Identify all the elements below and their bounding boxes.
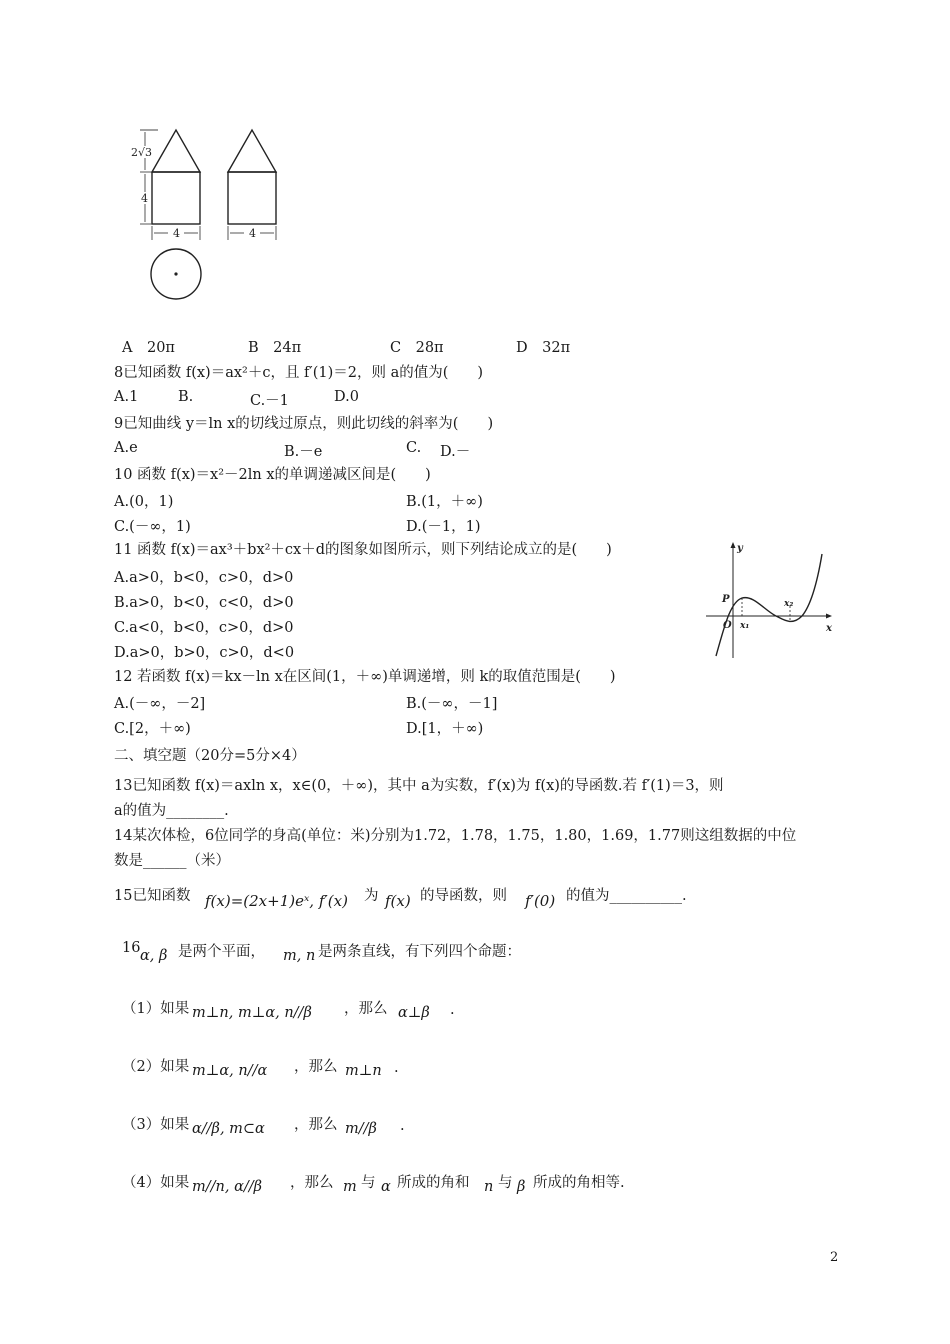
front-dim-h1: 2√3 bbox=[131, 146, 153, 159]
front-dim-w: 4 bbox=[173, 227, 180, 240]
q10-option-b: B.(1，＋∞) bbox=[406, 494, 483, 510]
q12-option-c: C.[2，＋∞) bbox=[114, 721, 191, 737]
q11-option-b: B.a>0，b<0，c<0，d>0 bbox=[114, 595, 294, 611]
top-view bbox=[151, 249, 201, 299]
prop2-result: m⊥n bbox=[345, 1063, 382, 1079]
prop4-end: 所成的角相等. bbox=[533, 1175, 625, 1191]
prop2-condition: m⊥α, n//α bbox=[192, 1063, 268, 1079]
cubic-curve bbox=[716, 554, 822, 656]
q7-option-c: C 28π bbox=[390, 340, 444, 356]
q12-stem: 12 若函数 f(x)＝kx－ln x在区间(1，＋∞)单调递增，则 k的取值范围是( ) bbox=[114, 669, 616, 685]
q14-line2: 数是______（米） bbox=[114, 853, 230, 869]
graph-x1-label: x₁ bbox=[740, 621, 750, 631]
q9-stem: 9已知曲线 y＝ln x的切线过原点，则此切线的斜率为( ) bbox=[114, 416, 494, 432]
q16-alpha-beta: α, β bbox=[140, 948, 168, 964]
prop1-condition: m⊥n, m⊥α, n//β bbox=[192, 1005, 312, 1021]
three-view-figure bbox=[118, 118, 308, 318]
graph-origin-label: O bbox=[723, 620, 732, 631]
q8-stem: 8已知函数 f(x)＝ax²＋c，且 f′(1)＝2，则 a的值为( ) bbox=[114, 365, 484, 381]
graph-p-label: P bbox=[722, 594, 730, 605]
prop4-alpha: α bbox=[381, 1179, 391, 1195]
q11-option-d: D.a>0，b>0，c>0，d<0 bbox=[114, 645, 295, 661]
q16-text1: 是两个平面， bbox=[178, 944, 265, 960]
q14-line1: 14某次体检，6位同学的身高(单位：米)分别为1.72，1.78，1.75，1.80，1.69，1.77则这组数据的中位 bbox=[114, 828, 797, 844]
q15-fp0: f′(0) bbox=[525, 892, 556, 910]
q11-option-c: C.a<0，b<0，c>0，d>0 bbox=[114, 620, 294, 636]
x-axis-arrow bbox=[826, 614, 832, 619]
prop4-label: （4）如果 bbox=[122, 1175, 190, 1191]
q8-option-c: C.－1 bbox=[250, 393, 289, 409]
graph-y-label: y bbox=[737, 543, 743, 554]
section-fill-in-title: 二、填空题（20分=5分×4） bbox=[114, 748, 306, 764]
prop1-result: α⊥β bbox=[398, 1005, 430, 1021]
q11-stem: 11 函数 f(x)＝ax³＋bx²＋cx＋d的图象如图所示，则下列结论成立的是( ) bbox=[114, 542, 612, 558]
q9-option-a: A.e bbox=[114, 440, 138, 456]
q16-text2: 是两条直线，有下列四个命题： bbox=[318, 944, 521, 960]
q8-option-a: A.1 bbox=[114, 389, 139, 405]
q9-option-b: B.－e bbox=[284, 444, 323, 460]
q10-option-d: D.(－1，1) bbox=[406, 519, 481, 535]
q13-line1: 13已知函数 f(x)＝axln x，x∈(0，＋∞)，其中 a为实数，f′(x)为 f(x)的导函数.若 f′(1)＝3，则 bbox=[114, 778, 724, 794]
q13-line2: a的值为________. bbox=[114, 803, 229, 819]
q10-option-c: C.(－∞，1) bbox=[114, 519, 191, 535]
q7-option-b: B 24π bbox=[248, 340, 302, 356]
q9-option-d: D.－ bbox=[440, 444, 471, 460]
prop4-n: n bbox=[484, 1179, 494, 1195]
prop1-end: . bbox=[450, 1002, 455, 1018]
q15-mid2: 的导函数，则 bbox=[420, 888, 507, 904]
q7-option-a: A 20π bbox=[122, 340, 175, 356]
side-dim-w: 4 bbox=[249, 227, 256, 240]
q16-mn: m, n bbox=[283, 948, 316, 964]
prop3-then: ，那么 bbox=[294, 1117, 338, 1133]
q11-option-a: A.a>0，b<0，c>0，d>0 bbox=[114, 570, 294, 586]
prop3-result: m//β bbox=[345, 1121, 377, 1137]
q15-suffix: 的值为__________. bbox=[566, 888, 687, 904]
page-number: 2 bbox=[830, 1250, 839, 1265]
prop1-then: ，那么 bbox=[344, 1001, 388, 1017]
prop1-label: （1）如果 bbox=[122, 1001, 190, 1017]
q12-option-a: A.(－∞，－2] bbox=[114, 696, 206, 712]
prop4-text: 所成的角和 bbox=[397, 1175, 470, 1191]
q10-option-a: A.(0，1) bbox=[114, 494, 174, 510]
prop4-with1: 与 bbox=[361, 1175, 376, 1191]
graph-x-label: x bbox=[826, 623, 832, 634]
prop2-label: （2）如果 bbox=[122, 1059, 190, 1075]
prop2-then: ，那么 bbox=[294, 1059, 338, 1075]
q15-mid: 为 bbox=[364, 888, 379, 904]
q15-func: f(x)=(2x+1)eˣ, f′(x) bbox=[205, 892, 348, 910]
front-dim-h2: 4 bbox=[141, 192, 148, 205]
q11-cubic-graph bbox=[702, 538, 842, 663]
prop4-beta: β bbox=[517, 1179, 526, 1195]
prop4-with2: 与 bbox=[498, 1175, 513, 1191]
y-axis-arrow bbox=[731, 542, 736, 548]
prop3-label: （3）如果 bbox=[122, 1117, 190, 1133]
q8-option-b: B. bbox=[178, 389, 194, 405]
q9-option-c: C. bbox=[406, 440, 422, 456]
q16-num: 16 bbox=[122, 940, 141, 956]
prop2-end: . bbox=[394, 1060, 399, 1076]
q15-prefix: 15已知函数 bbox=[114, 888, 191, 904]
prop3-condition: α//β, m⊂α bbox=[192, 1121, 265, 1137]
graph-x2-label: x₂ bbox=[784, 599, 794, 609]
front-view bbox=[152, 130, 200, 224]
q15-fx: f(x) bbox=[385, 892, 411, 910]
q7-option-d: D 32π bbox=[516, 340, 571, 356]
side-view bbox=[228, 130, 276, 224]
prop4-m: m bbox=[343, 1179, 357, 1195]
q10-stem: 10 函数 f(x)＝x²－2ln x的单调递减区间是( ) bbox=[114, 467, 431, 483]
prop4-condition: m//n, α//β bbox=[192, 1179, 263, 1195]
q8-option-d: D.0 bbox=[334, 389, 359, 405]
q12-option-d: D.[1，＋∞) bbox=[406, 721, 484, 737]
q12-option-b: B.(－∞，－1] bbox=[406, 696, 498, 712]
prop4-then: ，那么 bbox=[290, 1175, 334, 1191]
prop3-end: . bbox=[400, 1118, 405, 1134]
